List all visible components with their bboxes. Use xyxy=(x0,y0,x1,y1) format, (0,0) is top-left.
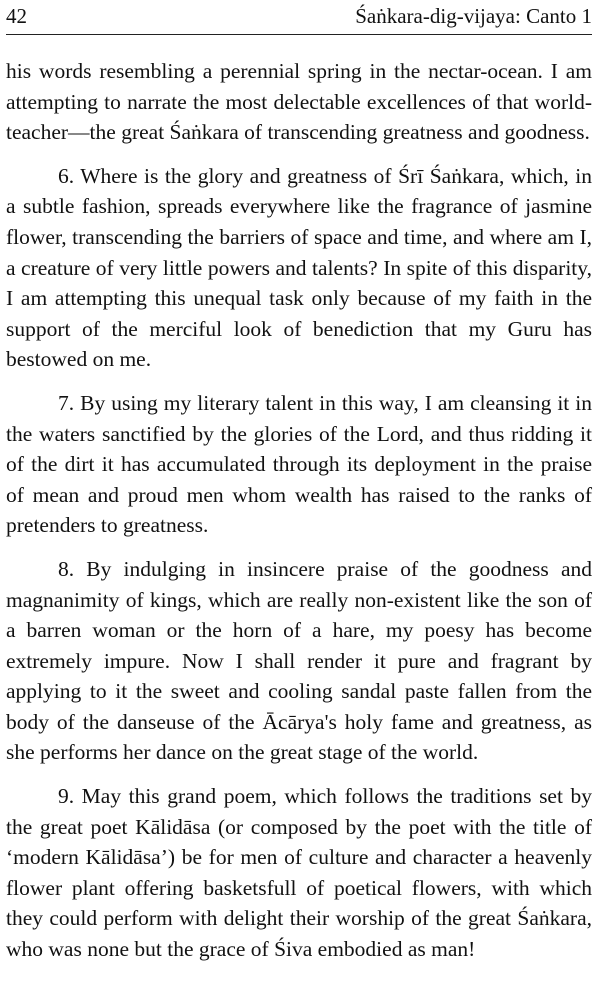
paragraph-verse-8: 8. By indulging in insincere praise of the goodness and magnanimity of kings, which are really non-existent like the son of a barren woman or the horn of a hare, my poesy has become extremely impure. Now I shall render it pure and fragrant by applying to it the sweet and cooling sandal paste fallen from the body of the danseuse of the Ācārya's holy fame and greatness, as she performs her dance on the great stage of the world. xyxy=(6,556,592,765)
page-header xyxy=(6,2,592,35)
running-head: Śaṅkara-dig-vijaya: Canto 1 xyxy=(355,4,592,28)
paragraph-verse-6: 6. Where is the glory and greatness of Śrī Śaṅkara, which, in a subtle fashion, spreads everywhere like the fragrance of jasmine flower, transcending the barriers of space and time, and where am I, a creature of very little powers and talents? In spite of this disparity, I am attempting this unequal task only because of my faith in the support of the merciful look of benediction that my Guru has bestowed on me. xyxy=(6,163,592,372)
paragraph-continuation: his words resembling a perennial spring in the nectar-ocean. I am attempting to narrate the most delectable excellences of that world-teacher—the great Śaṅkara of transcending greatness and goodness. xyxy=(6,59,592,145)
paragraph-verse-7: 7. By using my literary talent in this way, I am cleansing it in the waters sanctified by the glories of the Lord, and thus ridding it of the dirt it has accumulated through its deployment in the praise of mean and proud men whom wealth has raised to the ranks of pretenders to greatness. xyxy=(6,390,592,538)
page-number: 42 xyxy=(6,4,27,28)
paragraph-verse-9: 9. May this grand poem, which follows the traditions set by the great poet Kālidāsa (or composed by the poet with the title of ‘modern Kālidāsa’) be for men of culture and character a heavenly flower plant offering basketsfull of poetical flowers, with which they could perform with delight their worship of the great Śaṅkara, who was none but the grace of Śiva embodied as man! xyxy=(6,784,592,962)
body-text xyxy=(6,56,592,978)
